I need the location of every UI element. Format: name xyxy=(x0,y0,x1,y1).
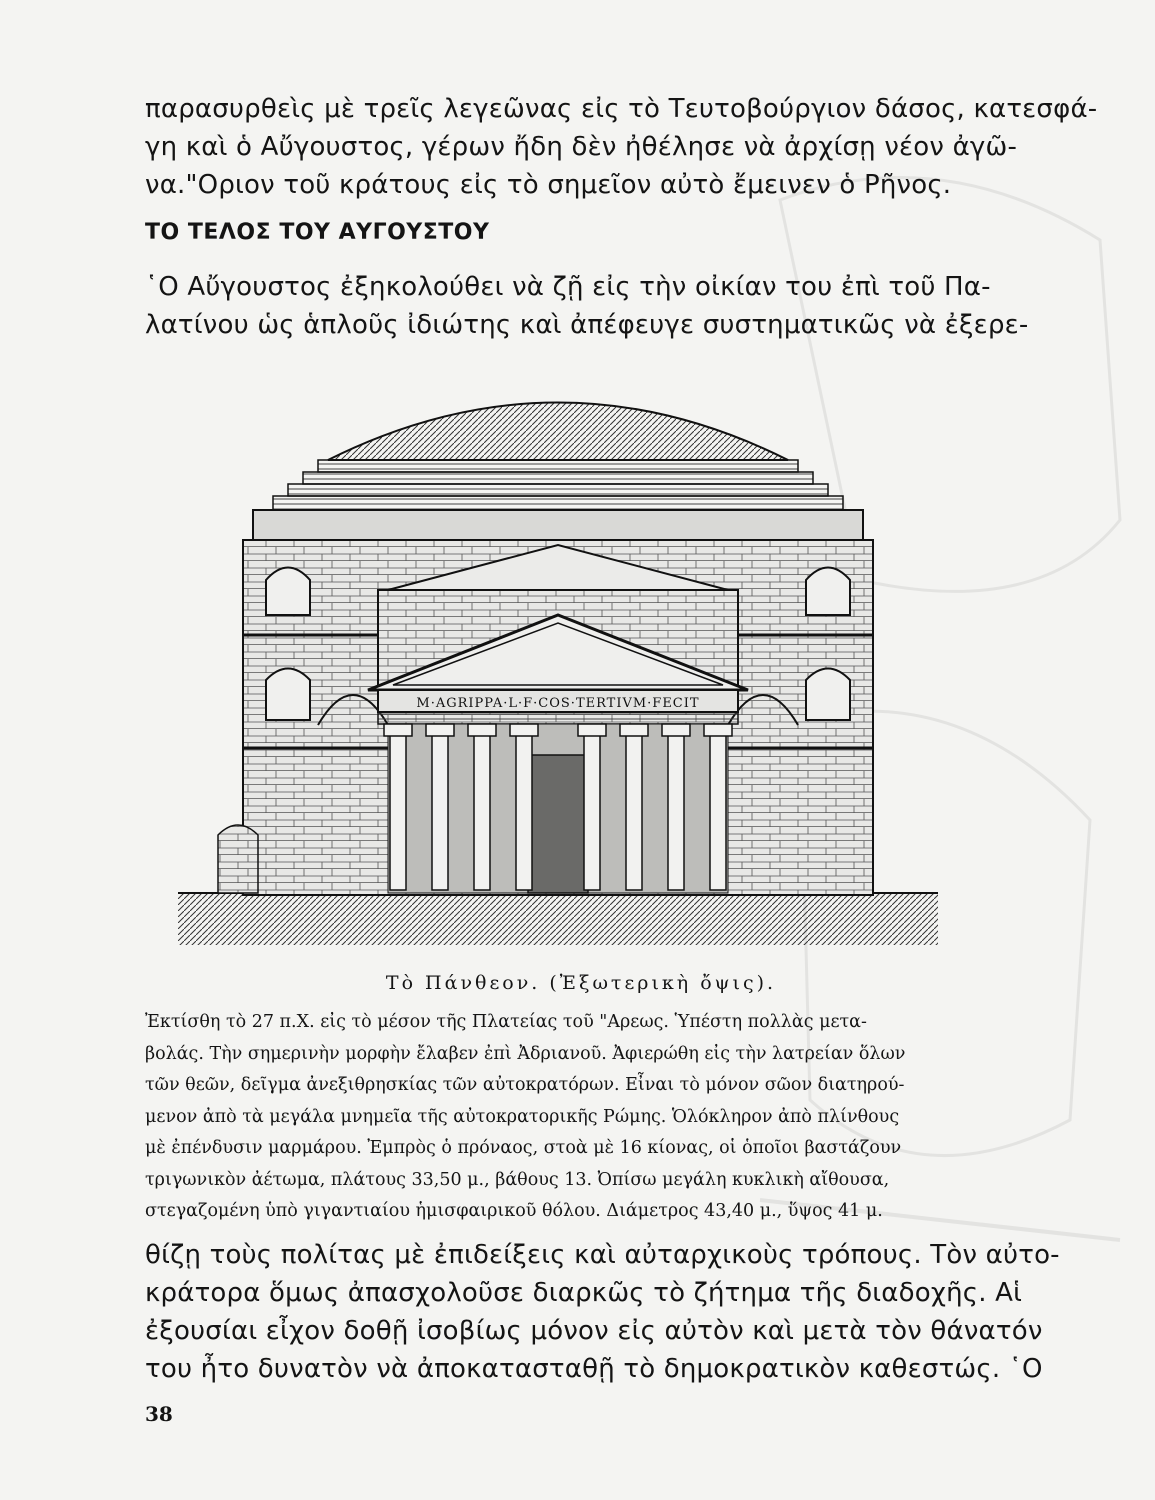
pantheon-illustration xyxy=(178,365,938,945)
note-line: τῶν θεῶν, δεῖγμα ἀνεξιθρησκίας τῶν αὐτοκρατόρων. Εἶναι τὸ μόνον σῶον διατηρού- xyxy=(145,1075,905,1095)
note-line: μὲ ἐπένδυσιν μαρμάρου. Ἐμπρὸς ὁ πρόναος, στοὰ μὲ 16 κίονας, οἱ ὁποῖοι βαστάζουν xyxy=(145,1138,902,1158)
figure-note xyxy=(145,1007,1017,1228)
section-heading: ΤΟ ΤΕΛΟΣ ΤΟΥ ΑΥΓΟΥΣΤΟΥ xyxy=(145,220,490,245)
paragraph-bottom xyxy=(145,1236,1060,1388)
portico-inscription: M·AGRIPPA·L·F·COS·TERTIVM·FECIT xyxy=(416,696,700,711)
dome-step-rings xyxy=(273,460,843,510)
text-line: θίζῃ τοὺς πολίτας μὲ ἐπιδείξεις καὶ αὐταρχικοὺς τρόπους. Τὸν αὐτο- xyxy=(145,1240,1060,1270)
note-line: μενον ἀπὸ τὰ μεγάλα μνημεῖα τῆς αὐτοκρατορικῆς Ρώμης. Ὁλόκληρον ἀπὸ πλίνθους xyxy=(145,1106,900,1127)
paragraph-top xyxy=(145,90,1098,204)
note-line: στεγαζομένη ὑπὸ γιγαντιαίου ἡμισφαιρικοῦ θόλου. Διάμετρος 43,40 μ., ὕψος 41 μ. xyxy=(145,1201,883,1221)
text-line: κράτορα ὅμως ἀπασχολοῦσε διαρκῶς τὸ ζήτημα τῆς διαδοχῆς. Αἱ xyxy=(145,1278,1023,1308)
ground-hatching xyxy=(178,893,938,945)
drum-cornice xyxy=(253,510,863,540)
dome xyxy=(328,403,788,461)
text-line: λατίνου ὡς ἁπλοῦς ἰδιώτης καὶ ἀπέφευγε συστηματικῶς νὰ ἐξερε- xyxy=(145,310,1029,340)
note-line: τριγωνικὸν ἀέτωμα, πλάτους 33,50 μ., βάθους 13. Ὀπίσω μεγάλη κυκλικὴ αἴθουσα, xyxy=(145,1169,890,1190)
text-line: να."Οριον τοῦ κράτους εἰς τὸ σημεῖον αὐτὸ ἔμεινεν ὁ Ρῆνος. xyxy=(145,170,952,200)
side-ruin xyxy=(218,825,258,893)
page-number: 38 xyxy=(145,1402,173,1426)
note-line: βολάς. Τὴν σημερινὴν μορφὴν ἔλαβεν ἐπὶ Ἀδριανοῦ. Ἀφιερώθη εἰς τὴν λατρείαν ὅλων xyxy=(145,1043,906,1064)
text-line: ῾Ο Αὔγουστος ἐξηκολούθει νὰ ζῇ εἰς τὴν οἰκίαν του ἐπὶ τοῦ Πα- xyxy=(145,272,991,302)
text-line: γη καὶ ὁ Αὔγουστος, γέρων ἤδη δὲν ἠθέλησε νὰ ἀρχίσῃ νέον ἀγῶ- xyxy=(145,132,1018,162)
paragraph-intro xyxy=(145,268,1029,344)
bronze-door xyxy=(528,755,588,893)
text-line: παρασυρθεὶς μὲ τρεῖς λεγεῶνας εἰς τὸ Τευτοβούργιον δάσος, κατεσφά- xyxy=(145,94,1098,124)
text-line: ἐξουσίαι εἶχον δοθῇ ἰσοβίως μόνον εἰς αὐτὸν καὶ μετὰ τὸν θάνατόν xyxy=(145,1316,1043,1346)
note-line: Ἐκτίσθη τὸ 27 π.Χ. εἰς τὸ μέσον τῆς Πλατείας τοῦ "Αρεως. Ὑπέστη πολλὰς μετα- xyxy=(145,1012,867,1032)
text-line: του ἦτο δυνατὸν νὰ ἀποκατασταθῇ τὸ δημοκρατικὸν καθεστώς. ῾Ο xyxy=(145,1354,1043,1384)
figure-caption: Τὸ Πάνθεον. (Ἐξωτερικὴ ὄψις). xyxy=(385,972,777,994)
